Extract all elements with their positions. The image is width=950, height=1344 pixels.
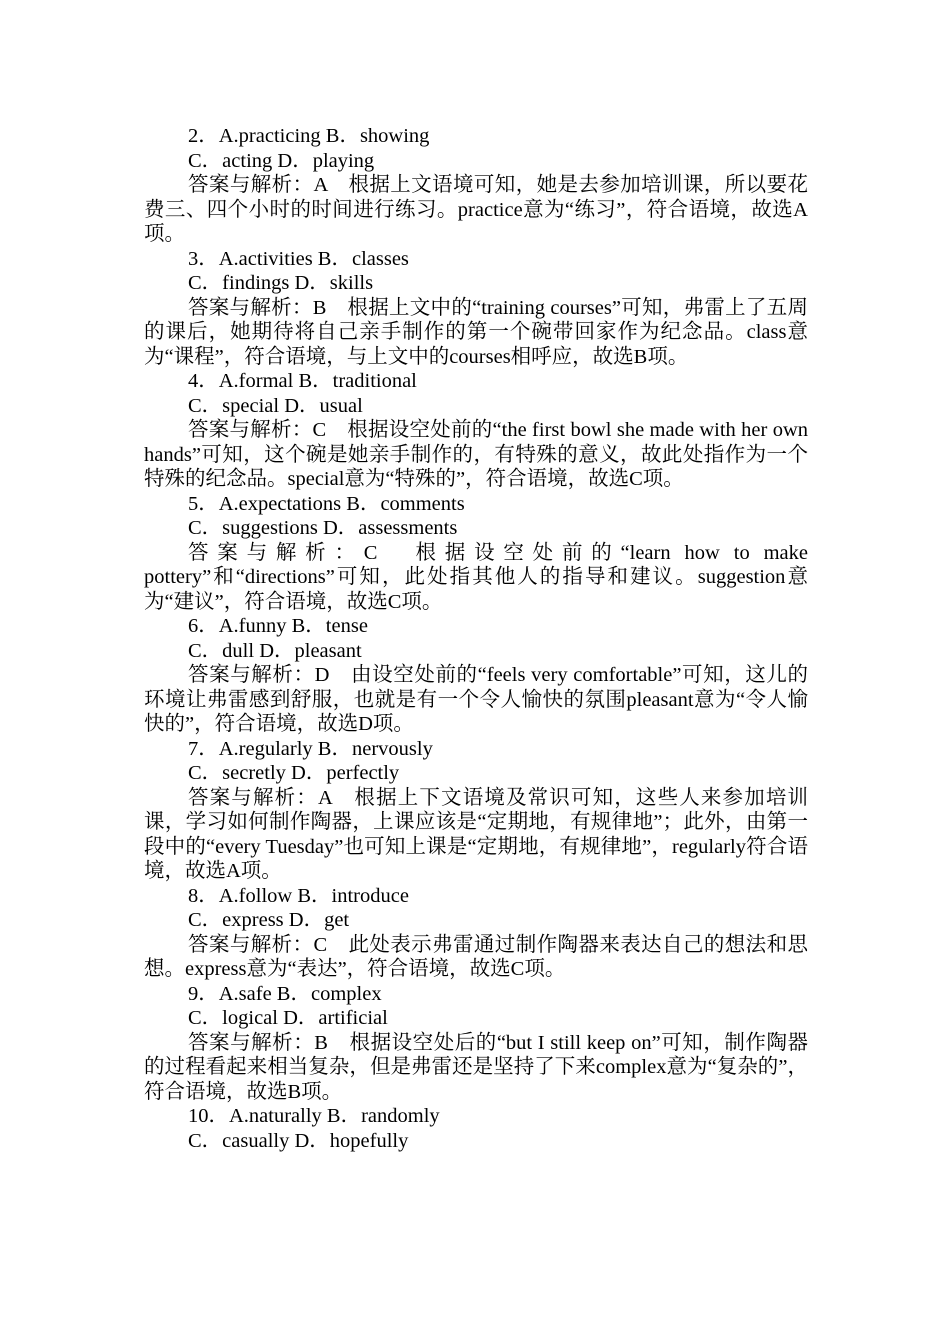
answer-text: D 由设空处前的“feels very comfortable”可知，这儿的环境让弗雷感到舒服，也就是有一个令人愉快的氛围pleasant意为“令人愉快的”，符合语境，故选D项。 xyxy=(144,664,809,735)
answer-label: 答案与解析： xyxy=(188,786,318,809)
question-options-line-1: 4．A.formal B．traditional xyxy=(188,370,417,392)
question-options-line-1: 6．A.funny B．tense xyxy=(188,615,368,637)
answer-text: B 根据设空处后的“but I still keep on”可知，制作陶器的过程看起来相当复杂，但是弗雷还是坚持了下来complex意为“复杂的”，符合语境，故选B项。 xyxy=(144,1031,808,1103)
question-options-line-2: C．special D．usual xyxy=(188,394,363,417)
answer-explanation xyxy=(144,541,808,615)
question-block xyxy=(144,884,808,982)
answer-explanation xyxy=(144,296,808,370)
answer-text: C 根据设空处前的“the first bowl she made with her own hands”可知，这个碗是她亲手制作的，有特殊的意义，故此处指作为一个特殊的纪念品。special意为“特殊的”，符合语境，故选C项。 xyxy=(144,419,809,490)
question-options-line-2: C．secretly D．perfectly xyxy=(188,762,400,784)
answer-text: A 根据上下文语境及常识可知，这些人来参加培训课，学习如何制作陶器，上课应该是“定期地，有规律地”；此外，由第一段中的“every Tuesday”也可知上课是“定期地，有规律地”，regularly符合语境，故选A项。 xyxy=(144,786,808,882)
question-options-line-1: 2．A.practicing B．showing xyxy=(188,125,430,147)
answer-label: 答案与解析： xyxy=(188,1031,315,1054)
answer-explanation xyxy=(144,663,808,737)
answer-text: B 根据上文中的“training courses”可知，弗雷上了五周的课后，她期待将自己亲手制作的第一个碗带回家作为纪念品。class意为“课程”，符合语境，与上文中的courses相呼应，故选B项。 xyxy=(144,296,808,368)
answer-explanation xyxy=(144,173,808,247)
question-options-line-2: C．logical D．artificial xyxy=(188,1007,388,1029)
question-options-line-1: 3．A.activities B．classes xyxy=(188,247,409,270)
question-options-line-1: 9．A.safe B．complex xyxy=(188,982,382,1005)
answer-label: 答案与解析： xyxy=(188,541,364,564)
answer-label: 答案与解析： xyxy=(188,664,315,686)
question-block xyxy=(144,369,808,492)
question-block xyxy=(144,1104,808,1153)
answer-label: 答案与解析： xyxy=(188,419,313,441)
question-options-line-1: 8．A.follow B．introduce xyxy=(188,884,409,907)
answer-text: A 根据上文语境可知，她是去参加培训课，所以要花费三、四个小时的时间进行练习。practice意为“练习”，符合语境，故选A项。 xyxy=(144,174,808,245)
question-block xyxy=(144,492,808,615)
question-options-line-1: 10．A.naturally B．randomly xyxy=(188,1105,440,1127)
answer-document xyxy=(144,124,808,1153)
question-options-line-2: C．casually D．hopefully xyxy=(188,1129,409,1152)
question-options-line-2: C．suggestions D．assessments xyxy=(188,517,458,539)
answer-label: 答案与解析： xyxy=(188,933,314,956)
answer-explanation xyxy=(144,786,808,884)
answer-text: C 此处表示弗雷通过制作陶器来表达自己的想法和思想。express意为“表达”，符合语境，故选C项。 xyxy=(144,933,808,980)
question-options-line-2: C．acting D．playing xyxy=(188,149,375,172)
question-options-line-1: 5．A.expectations B．comments xyxy=(188,492,465,515)
question-block xyxy=(144,247,808,370)
question-options-line-1: 7．A.regularly B．nervously xyxy=(188,737,433,760)
answer-label: 答案与解析： xyxy=(188,174,314,196)
question-block xyxy=(144,982,808,1105)
question-options-line-2: C．findings D．skills xyxy=(188,272,374,294)
question-block xyxy=(144,737,808,884)
answer-text: C 根据设空处前的“learn how to make pottery”和“directions”可知，此处指其他人的指导和建议。suggestion意为“建议”，符合语境，故选C项。 xyxy=(144,541,808,613)
question-block xyxy=(144,614,808,737)
question-options-line-2: C．dull D．pleasant xyxy=(188,639,362,662)
answer-label: 答案与解析： xyxy=(188,296,313,319)
question-block xyxy=(144,124,808,247)
question-options-line-2: C．express D．get xyxy=(188,909,350,931)
answer-explanation xyxy=(144,933,808,982)
answer-explanation xyxy=(144,418,808,492)
answer-explanation xyxy=(144,1031,808,1105)
